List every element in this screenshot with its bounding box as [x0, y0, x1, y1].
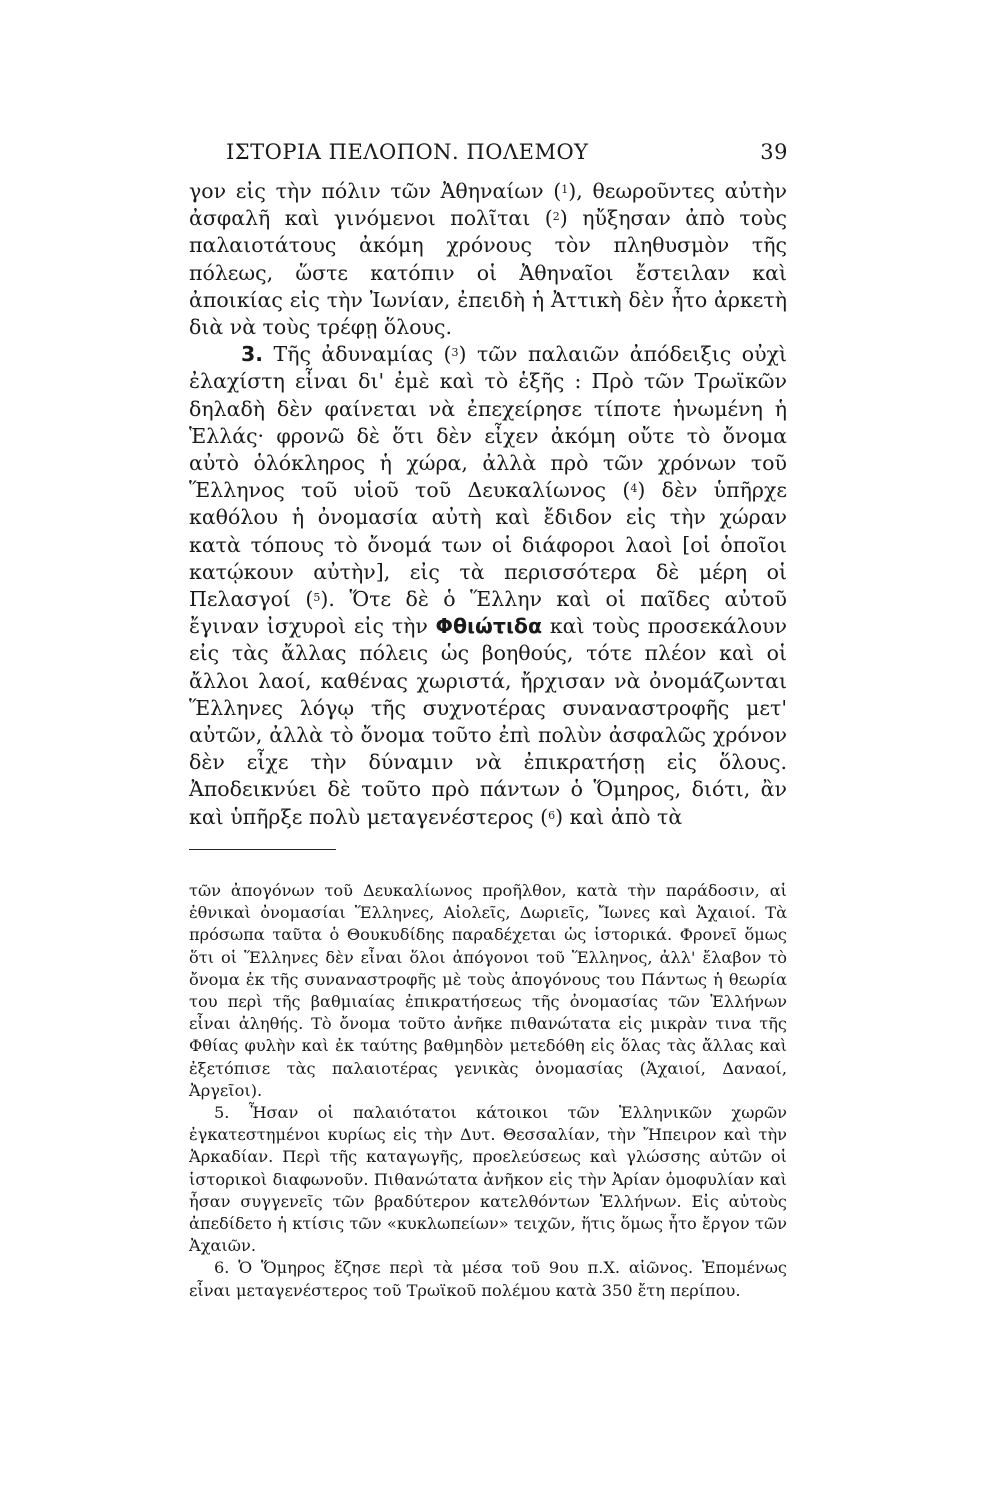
- page-number: 39: [760, 140, 788, 164]
- running-title: ΙΣΤΟΡΙΑ ΠΕΛΟΠΟΝ. ΠΟΛΕΜΟΥ: [226, 140, 589, 164]
- paragraph-continued: γον εἰς τὴν πόλιν τῶν Ἀθηναίων ($^1$), θεωροῦντες αὐτὴν ἀσφαλῆ καὶ γινόμενοι πολῖται ($^2$) ηὔξησαν ἀπὸ τοὺς παλαιοτάτους ἀκόμη χρόνους τὸν πληθυσμὸν τῆς πόλεως, ὥστε κατόπιν οἱ Ἀθηναῖοι ἔστειλαν καὶ ἀποικίας εἰς τὴν Ἰωνίαν, ἐπειδὴ ἡ Ἀττικὴ δὲν ἦτο ἀρκετὴ διὰ νὰ τοὺς τρέφῃ ὅλους.: [189, 179, 787, 340]
- footnote-ref-5: 5: [313, 591, 321, 605]
- footnote-ref-1: 1: [561, 183, 569, 196]
- paragraph-section-3: 3. Τῆς ἀδυναμίας ($^3$) τῶν παλαιῶν ἀπόδειξις οὐχὶ ἐλαχίστη εἶναι δι' ἐμὲ καὶ τὸ ἑξῆς : Πρὸ τῶν Τρωϊκῶν δηλαδὴ δὲν φαίνεται νὰ ἐπεχείρησε τίποτε ἡνωμένη ἡ Ἑλλάς· φρονῶ δὲ ὅτι δὲν εἶχεν ἀκόμη οὔτε τὸ ὄνομα αὐτὸ ὁλόκληρος ἡ χώρα, ἀλλὰ πρὸ τῶν χρόνων τοῦ Ἕλληνος τοῦ υἱοῦ τοῦ Δευκαλίωνος ($^4$) δὲν ὑπῆρχε καθόλου ἡ ὀνομασία αὐτὴ καὶ ἔδιδον εἰς τὴν χώραν κατὰ τόπους τὸ ὄνομά των οἱ διάφοροι λαοὶ [οἱ ὁποῖοι κατῴκουν αὐτὴν], εἰς τὰ περισσότερα δὲ μέρη οἱ Πελασγοί ($^5$). Ὅτε δὲ ὁ Ἕλλην καὶ οἱ παῖδες αὐτοῦ ἔγιναν ἰσχυροὶ εἰς τὴν Φθιώτιδα καὶ τοὺς προσεκάλουν εἰς τὰς ἄλλας πόλεις ὡς βοηθούς, τότε πλέον καὶ οἱ ἄλλοι λαοί, καθένας χωριστά, ἤρχισαν νὰ ὀνομάζωνται Ἕλληνες λόγῳ τῆς συχνοτέρας συναναστροφῆς μετ' αὐτῶν, ἀλλὰ τὸ ὄνομα τοῦτο ἐπὶ πολὺν ἀσφαλῶς χρόνον δὲν εἶχε τὴν δύναμιν νὰ ἐπικρατήσῃ εἰς ὅλους. Ἀποδεικνύει δὲ τοῦτο πρὸ πάντων ὁ Ὅμηρος, διότι, ἂν καὶ ὑπῆρξε πολὺ μεταγενέστερος ($^6$) καὶ ἀπὸ τὰ: [189, 342, 788, 829]
- footnote-ref-4: 4: [630, 482, 638, 496]
- footnote-continued: τῶν ἀπογόνων τοῦ Δευκαλίωνος προῆλθον, κατὰ τὴν παράδοσιν, αἱ ἐθνικαὶ ὀνομασίαι Ἕλληνες, Αἰολεῖς, Δωριεῖς, Ἴωνες καὶ Ἀχαιοί. Τὰ πρόσωπα ταῦτα ὁ Θουκυδίδης παραδέχεται ὡς ἱστορικά. Φρονεῖ ὅμως ὅτι οἱ Ἕλληνες δὲν εἶναι ὅλοι ἀπόγονοι τοῦ Ἕλληνος, ἀλλ' ἔλαβον τὸ ὄνομα ἐκ τῆς συναναστροφῆς μὲ τοὺς ἀπογόνους του Πάντως ἡ θεωρία του περὶ τῆς βαθμιαίας ἐπικρατήσεως τῆς ὀνομασίας τῶν Ἑλλήνων εἶναι ἀληθής. Τὸ ὄνομα τοῦτο ἀνῆκε πιθανώτατα εἰς μικρὰν τινα τῆς Φθίας φυλὴν καὶ ἐκ ταύτης βαθμηδὸν μετεδόθη εἰς ὅλας τὰς ἄλλας καὶ ἐξετόπισε τὰς παλαιοτέρας γενικὰς ὀνομασίας (Ἀχαιοί, Δαναοί, Ἀργεῖοι).: [189, 881, 787, 1100]
- footnote-6: 6. Ὁ Ὅμηρος ἔζησε περὶ τὰ μέσα τοῦ 9ου π.Χ. αἰῶνος. Ἑπομένως εἶναι μεταγενέστερος τοῦ Τρωϊκοῦ πολέμου κατὰ 350 ἔτη περίπου.: [189, 1258, 787, 1300]
- footnote-divider: [189, 849, 336, 850]
- footnote-ref-6: 6: [548, 808, 556, 822]
- running-header: [226, 140, 788, 170]
- footnotes: [189, 880, 787, 1302]
- footnote-ref-3: 3: [451, 346, 459, 360]
- footnote-ref-2: 2: [552, 210, 560, 224]
- main-text: [189, 178, 787, 831]
- place-name-phthiotis: Φθιώτιδα: [435, 614, 543, 639]
- footnote-5: 5. Ἦσαν οἱ παλαιότατοι κάτοικοι τῶν Ἑλληνικῶν χωρῶν ἐγκατεστημένοι κυρίως εἰς τὴν Δυτ. Θεσσαλίαν, τὴν Ἤπειρον καὶ τὴν Ἀρκαδίαν. Περὶ τῆς καταγωγῆς, προελεύσεως καὶ γλώσσης αὐτῶν οἱ ἱστορικοὶ διαφωνοῦν. Πιθανώτατα ἀνῆκον εἰς τὴν Ἀρίαν ὁμοφυλίαν καὶ ἦσαν συγγενεῖς τῶν βραδύτερον κατελθόντων Ἑλλήνων. Εἰς αὐτοὺς ἀπεδίδετο ἡ κτίσις τῶν «κυκλωπείων» τειχῶν, ἥτις ὅμως ἦτο ἔργον τῶν Ἀχαιῶν.: [189, 1103, 787, 1256]
- section-number: 3.: [241, 342, 264, 367]
